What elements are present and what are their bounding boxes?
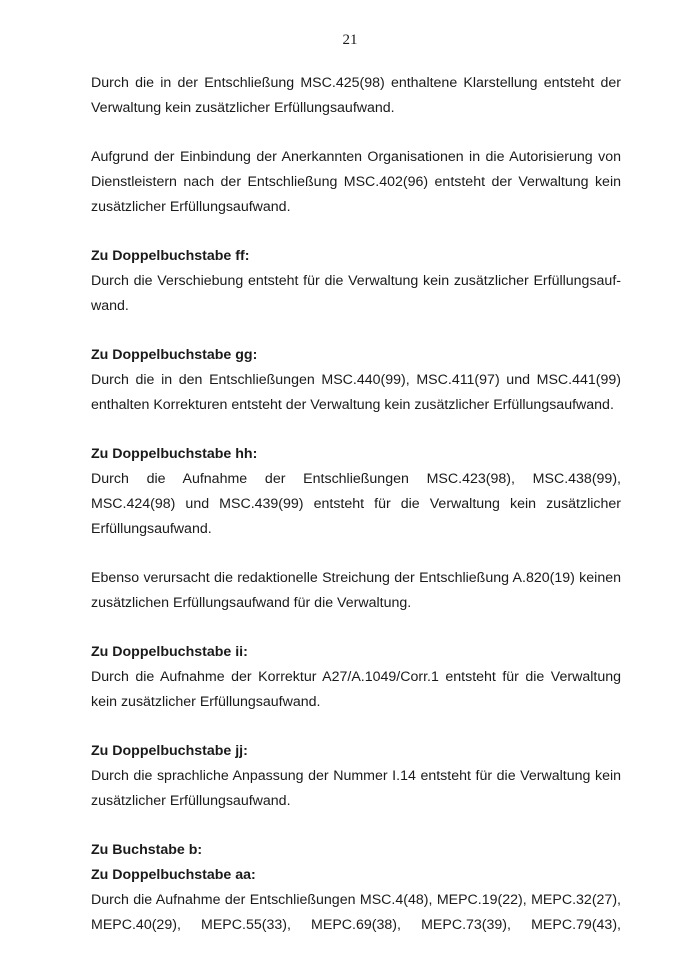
heading-buchstabe-b: Zu Buchstabe b: <box>91 842 203 858</box>
paragraph-sprachliche-anpassung: Durch die sprachliche Anpassung der Nummer I.14 entsteht für die Verwaltung kein zusätzlicher Erfüllungsaufwand. <box>91 768 621 809</box>
paragraph-verschiebung: Durch die Verschiebung entsteht für die Verwaltung kein zusätzlicher Erfüllungsauf-wand. <box>91 273 621 314</box>
paragraph-aufnahme-hh: Durch die Aufnahme der Entschließungen MSC.423(98), MSC.438(99), MSC.424(98) und MSC.439(99) entsteht für die Verwaltung kein zusätzlicher Erfüllungsaufwand. <box>91 471 621 537</box>
heading-doppelbuchstabe-jj: Zu Doppelbuchstabe jj: <box>91 743 248 759</box>
heading-doppelbuchstabe-hh: Zu Doppelbuchstabe hh: <box>91 446 258 462</box>
paragraph-msc425: Durch die in der Entschließung MSC.425(98) enthaltene Klarstellung entsteht der Verwaltung kein zusätzlicher Erfüllungsaufwand. <box>91 75 621 116</box>
paragraph-aufnahme-aa: Durch die Aufnahme der Entschließungen MSC.4(48), MEPC.19(22), MEPC.32(27), MEPC.40(29), MEPC.55(33), MEPC.69(38), MEPC.73(39), MEPC.79(43), <box>91 892 621 933</box>
heading-doppelbuchstabe-ff: Zu Doppelbuchstabe ff: <box>91 248 250 264</box>
heading-doppelbuchstabe-gg: Zu Doppelbuchstabe gg: <box>91 347 258 363</box>
paragraph-streichung: Ebenso verursacht die redaktionelle Streichung der Entschließung A.820(19) keinen zusätzlichen Erfüllungsaufwand für die Verwaltung. <box>91 570 621 611</box>
document-body <box>91 71 621 938</box>
paragraph-korrekturen: Durch die in den Entschließungen MSC.440(99), MSC.411(97) und MSC.441(99) enthalten Korrekturen entsteht der Verwaltung kein zusätzlicher Erfüllungsaufwand. <box>91 372 621 413</box>
heading-doppelbuchstabe-ii: Zu Doppelbuchstabe ii: <box>91 644 248 660</box>
heading-doppelbuchstabe-aa: Zu Doppelbuchstabe aa: <box>91 867 256 883</box>
page-number: 21 <box>342 32 358 48</box>
paragraph-msc402: Aufgrund der Einbindung der Anerkannten Organisationen in die Autorisierung von Dienstleistern nach der Entschließung MSC.402(96) entsteht der Verwaltung kein zusätzlicher Erfüllungsaufwand. <box>91 149 621 215</box>
paragraph-korrektur-a27: Durch die Aufnahme der Korrektur A27/A.1049/Corr.1 entsteht für die Verwaltung kein zusätzlicher Erfüllungsaufwand. <box>91 669 621 710</box>
